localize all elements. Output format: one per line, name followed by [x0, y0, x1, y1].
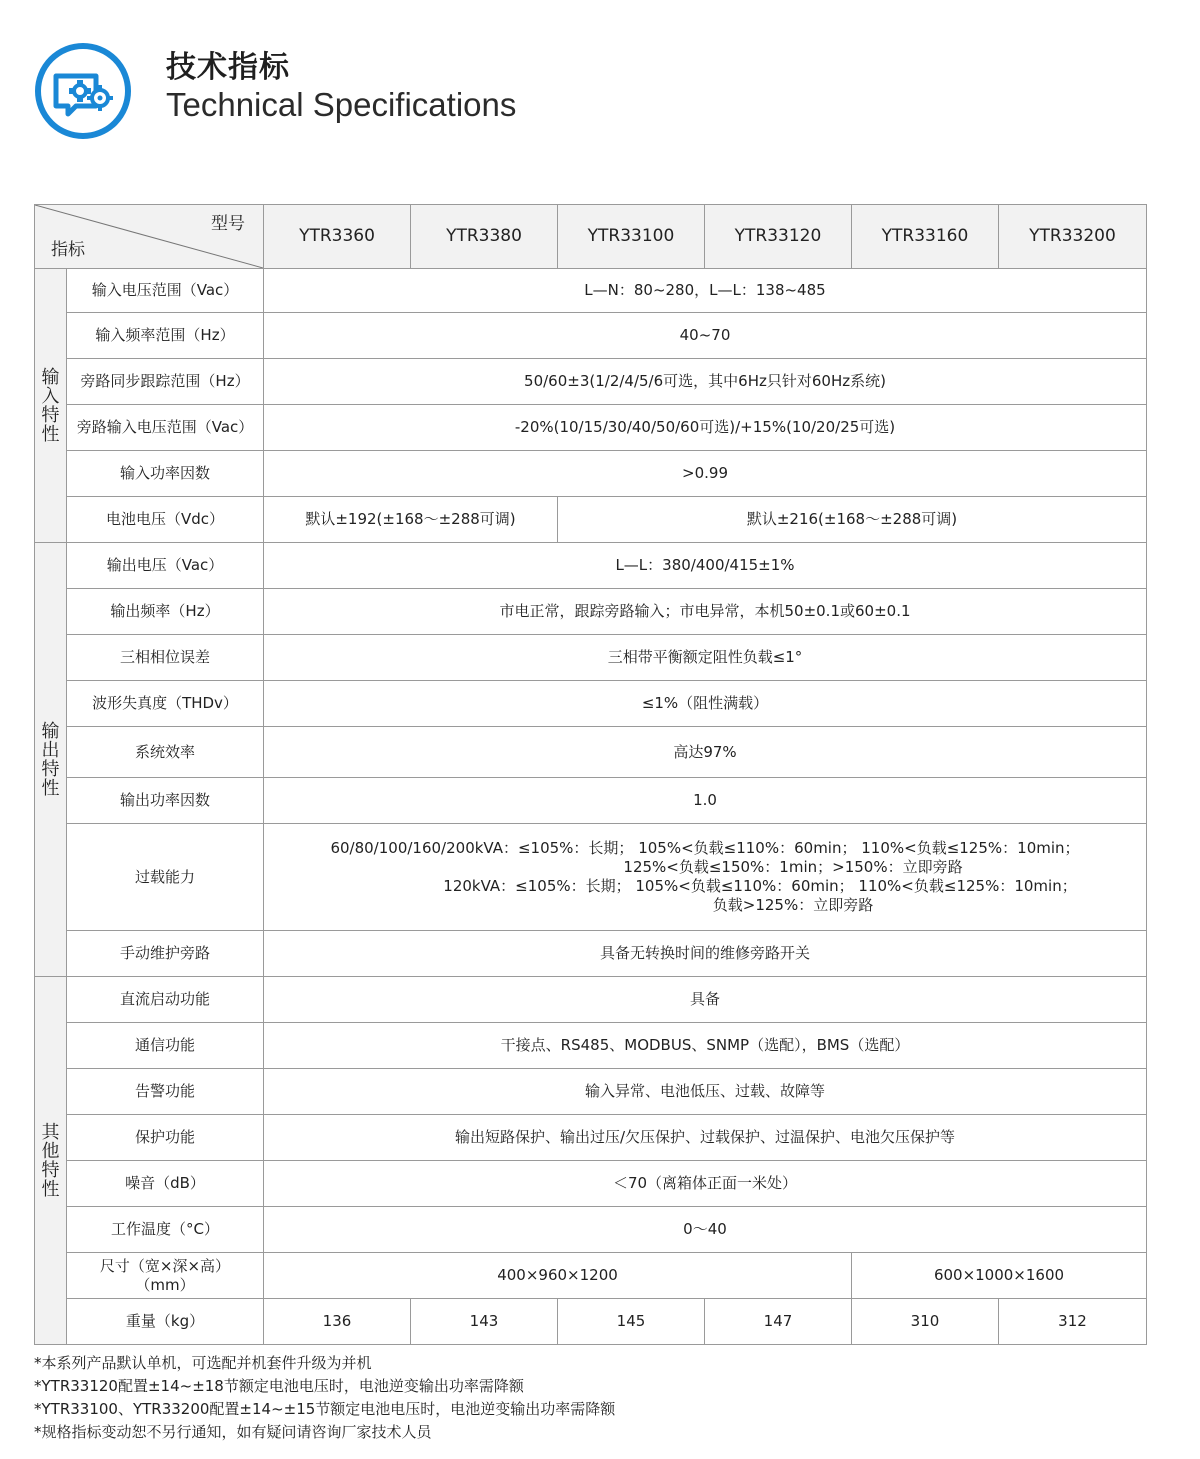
row-label: 保护功能	[67, 1115, 264, 1161]
table-row	[35, 451, 1147, 497]
overload-value	[264, 824, 1147, 931]
footnote: *规格指标变动恕不另行通知，如有疑问请咨询厂家技术人员	[34, 1423, 432, 1441]
row-label: 输入功率因数	[67, 451, 264, 497]
row-label: 输出功率因数	[67, 778, 264, 824]
row-value: ＜70（离箱体正面一米处）	[264, 1161, 1147, 1207]
weight-value: 143	[411, 1299, 558, 1345]
table-row	[35, 497, 1147, 543]
table-row	[35, 1069, 1147, 1115]
row-value: -20%(10/15/30/40/50/60可选)/+15%(10/20/25可选)	[264, 405, 1147, 451]
table-row	[35, 1253, 1147, 1299]
table-row	[35, 635, 1147, 681]
table-row	[35, 1023, 1147, 1069]
corner-model-label: 型号	[211, 214, 245, 234]
table-corner-cell	[35, 205, 264, 269]
model-header: YTR3380	[411, 205, 558, 269]
group-output-label: 输出特性	[35, 543, 67, 977]
row-label: 重量（kg）	[67, 1299, 264, 1345]
weight-value: 145	[558, 1299, 705, 1345]
table-row	[35, 824, 1147, 931]
page-subtitle: Technical Specifications	[166, 86, 517, 123]
row-label: 通信功能	[67, 1023, 264, 1069]
spec-table	[34, 204, 1147, 1345]
table-row	[35, 1207, 1147, 1253]
group-input-label: 输入特性	[35, 269, 67, 543]
row-label: 手动维护旁路	[67, 931, 264, 977]
weight-value: 310	[852, 1299, 999, 1345]
footnote: *本系列产品默认单机，可选配并机套件升级为并机	[34, 1354, 372, 1372]
table-row	[35, 1115, 1147, 1161]
row-value: 高达97%	[264, 727, 1147, 778]
weight-value: 312	[999, 1299, 1147, 1345]
table-row	[35, 405, 1147, 451]
table-row	[35, 589, 1147, 635]
row-label: 过载能力	[67, 824, 264, 931]
row-value: 默认±216(±168～±288可调)	[558, 497, 1147, 543]
row-value: 0～40	[264, 1207, 1147, 1253]
table-row	[35, 931, 1147, 977]
group-other-label: 其他特性	[35, 977, 67, 1345]
page-title: 技术指标	[166, 50, 290, 85]
table-row	[35, 977, 1147, 1023]
table-row	[35, 1161, 1147, 1207]
row-value: 400×960×1200	[264, 1253, 852, 1299]
row-label: 工作温度（°C）	[67, 1207, 264, 1253]
row-value: >0.99	[264, 451, 1147, 497]
row-value: 输出短路保护、输出过压/欠压保护、过载保护、过温保护、电池欠压保护等	[264, 1115, 1147, 1161]
row-label: 尺寸（宽×深×高）（mm）	[67, 1253, 264, 1299]
row-value: 干接点、RS485、MODBUS、SNMP（选配），BMS（选配）	[264, 1023, 1147, 1069]
row-label: 波形失真度（THDv）	[67, 681, 264, 727]
table-row	[35, 727, 1147, 778]
row-label: 电池电压（Vdc）	[67, 497, 264, 543]
row-value: 40~70	[264, 313, 1147, 359]
row-label: 旁路同步跟踪范围（Hz）	[67, 359, 264, 405]
row-label: 噪音（dB）	[67, 1161, 264, 1207]
table-row	[35, 681, 1147, 727]
row-value: 50/60±3(1/2/4/5/6可选，其中6Hz只针对60Hz系统)	[264, 359, 1147, 405]
row-value: 600×1000×1600	[852, 1253, 1147, 1299]
row-label: 直流启动功能	[67, 977, 264, 1023]
footnote: *YTR33120配置±14~±18节额定电池电压时，电池逆变输出功率需降额	[34, 1377, 524, 1395]
row-label: 输出频率（Hz）	[67, 589, 264, 635]
row-value: L—N：80~280，L—L：138~485	[264, 269, 1147, 313]
row-value: L—L：380/400/415±1%	[264, 543, 1147, 589]
row-value: 具备	[264, 977, 1147, 1023]
row-label: 输入电压范围（Vac）	[67, 269, 264, 313]
weight-value: 147	[705, 1299, 852, 1345]
row-label: 告警功能	[67, 1069, 264, 1115]
overload-line: 120kVA：≤105%：长期； 105%<负载≤110%：60min； 110%<负载≤125%：10min；	[443, 877, 1077, 895]
table-row	[35, 1299, 1147, 1345]
row-label: 旁路输入电压范围（Vac）	[67, 405, 264, 451]
overload-line: 负载>125%：立即旁路	[712, 896, 874, 914]
row-label: 三相相位误差	[67, 635, 264, 681]
footnote: *YTR33100、YTR33200配置±14~±15节额定电池电压时，电池逆变输出功率需降额	[34, 1400, 616, 1418]
overload-line: 125%<负载≤150%：1min；>150%：立即旁路	[623, 858, 963, 876]
weight-value: 136	[264, 1299, 411, 1345]
table-header-row	[35, 205, 1147, 269]
table-row	[35, 269, 1147, 313]
row-label: 输入频率范围（Hz）	[67, 313, 264, 359]
row-value: 输入异常、电池低压、过载、故障等	[264, 1069, 1147, 1115]
row-value: ≤1%（阻性满载）	[264, 681, 1147, 727]
corner-spec-label: 指标	[51, 240, 85, 260]
table-row	[35, 543, 1147, 589]
footnotes	[34, 1352, 615, 1444]
row-label: 输出电压（Vac）	[67, 543, 264, 589]
row-label: 系统效率	[67, 727, 264, 778]
row-value: 1.0	[264, 778, 1147, 824]
row-value: 具备无转换时间的维修旁路开关	[264, 931, 1147, 977]
row-value: 市电正常，跟踪旁路输入；市电异常，本机50±0.1或60±0.1	[264, 589, 1147, 635]
model-header: YTR3360	[264, 205, 411, 269]
settings-gear-icon	[34, 42, 132, 140]
model-header: YTR33160	[852, 205, 999, 269]
table-row	[35, 778, 1147, 824]
model-header: YTR33100	[558, 205, 705, 269]
row-value: 默认±192(±168～±288可调)	[264, 497, 558, 543]
table-row	[35, 359, 1147, 405]
model-header: YTR33200	[999, 205, 1147, 269]
overload-line: 60/80/100/160/200kVA：≤105%：长期； 105%<负载≤110%：60min； 110%<负载≤125%：10min；	[330, 839, 1080, 857]
model-header: YTR33120	[705, 205, 852, 269]
table-row	[35, 313, 1147, 359]
row-value: 三相带平衡额定阻性负载≤1°	[264, 635, 1147, 681]
